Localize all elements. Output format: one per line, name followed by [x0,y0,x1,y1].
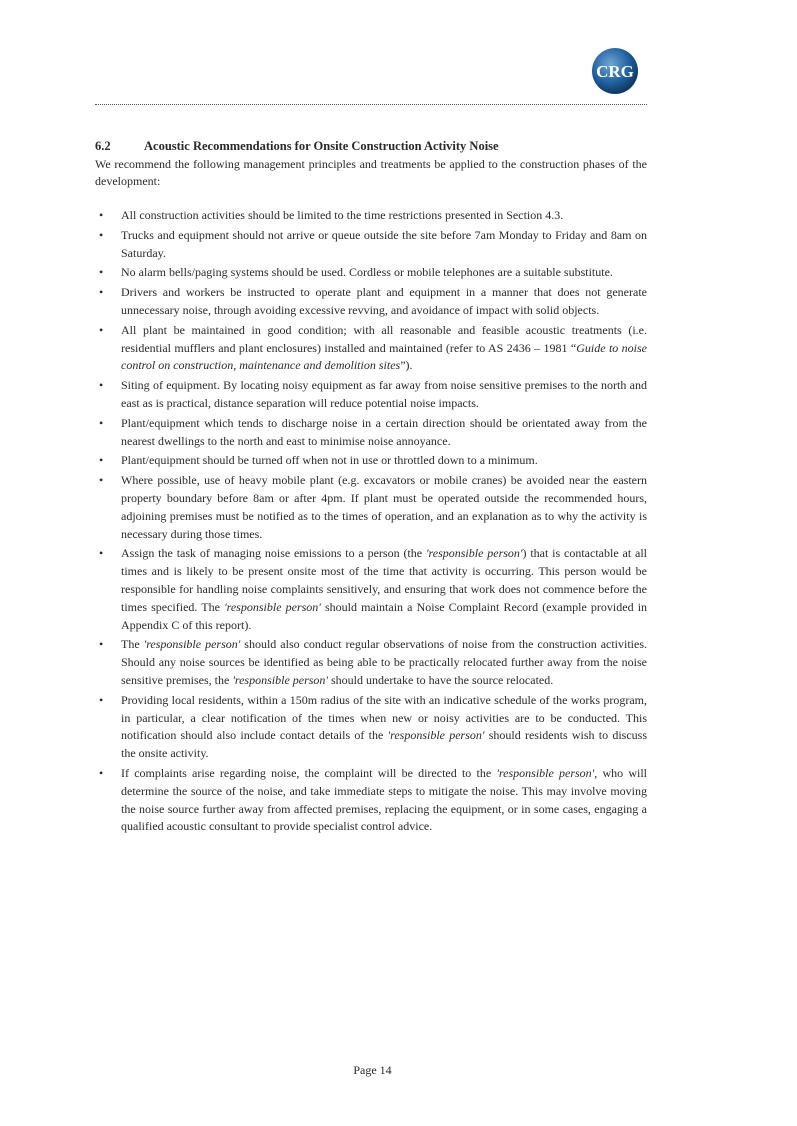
list-item: • Where possible, use of heavy mobile plant (e.g. excavators or mobile cranes) be avoided near the eastern property boundary before 8am or after 4pm. If plant must be operated outside the recommended hours, adjoining premises must be notified as to the times of operation, and an explanation as to why the activity is necessary during those times. [95,472,647,543]
page-number: Page 14 [353,1063,392,1077]
list-item: • Providing local residents, within a 150m radius of the site with an indicative schedule of the works program, in particular, a clear notification of the times when new or noisy activities are to be conducted. This notification should also include contact details of the 'responsible person' should residents wish to discuss the onsite activity. [95,692,647,763]
list-item: • Drivers and workers be instructed to operate plant and equipment in a manner that does not generate unnecessary noise, through avoiding excessive revving, and avoidance of impact with solid objects. [95,284,647,320]
section-title: Acoustic Recommendations for Onsite Construction Activity Noise [144,139,499,153]
section-6-2 [95,138,647,838]
section-number: 6.2 [95,139,111,153]
list-item: • Trucks and equipment should not arrive or queue outside the site before 7am Monday to Friday and 8am on Saturday. [95,227,647,263]
list-item: • All plant be maintained in good condition; with all reasonable and feasible acoustic treatments (i.e. residential mufflers and plant enclosures) installed and maintained (refer to AS 2436 – 1981 “Guide to noise control on construction, maintenance and demolition sites”). [95,322,647,375]
section-heading [95,138,647,154]
list-item: • If complaints arise regarding noise, the complaint will be directed to the 'responsible person', who will determine the source of the noise, and take immediate steps to mitigate the noise. This may involve moving the noise source further away from affected premises, replacing the equipment, or in some cases, engaging a qualified acoustic consultant to provide specialist control advice. [95,765,647,836]
recommendation-list [95,207,647,836]
list-item: • Siting of equipment. By locating noisy equipment as far away from noise sensitive premises to the north and east as is practical, distance separation will reduce potential noise impacts. [95,377,647,413]
list-item: • No alarm bells/paging systems should be used. Cordless or mobile telephones are a suitable substitute. [95,264,647,282]
list-item: • Plant/equipment which tends to discharge noise in a certain direction should be orientated away from the nearest dwellings to the north and east to minimise noise annoyance. [95,415,647,451]
list-item: • All construction activities should be limited to the time restrictions presented in Section 4.3. [95,207,647,225]
header-divider [95,104,647,105]
crg-logo-icon [590,46,640,96]
svg-text:CRG: CRG [596,62,634,81]
crg-logo [590,46,640,96]
section-intro: We recommend the following management principles and treatments be applied to the construction phases of the development: [95,157,647,188]
list-item: • Assign the task of managing noise emissions to a person (the 'responsible person') that is contactable at all times and is likely to be present onsite most of the time that activity is occurring. This person would be responsible for handling noise complaints sensitively, and ensuring that work does not commence before the times specified. The 'responsible person' should maintain a Noise Complaint Record (example provided in Appendix C of this report). [95,545,647,634]
list-item: • The 'responsible person' should also conduct regular observations of noise from the construction activities. Should any noise sources be identified as being able to be practically relocated further away from the noise sensitive premises, the 'responsible person' should undertake to have the source relocated. [95,636,647,689]
list-item: • Plant/equipment should be turned off when not in use or throttled down to a minimum. [95,452,647,470]
